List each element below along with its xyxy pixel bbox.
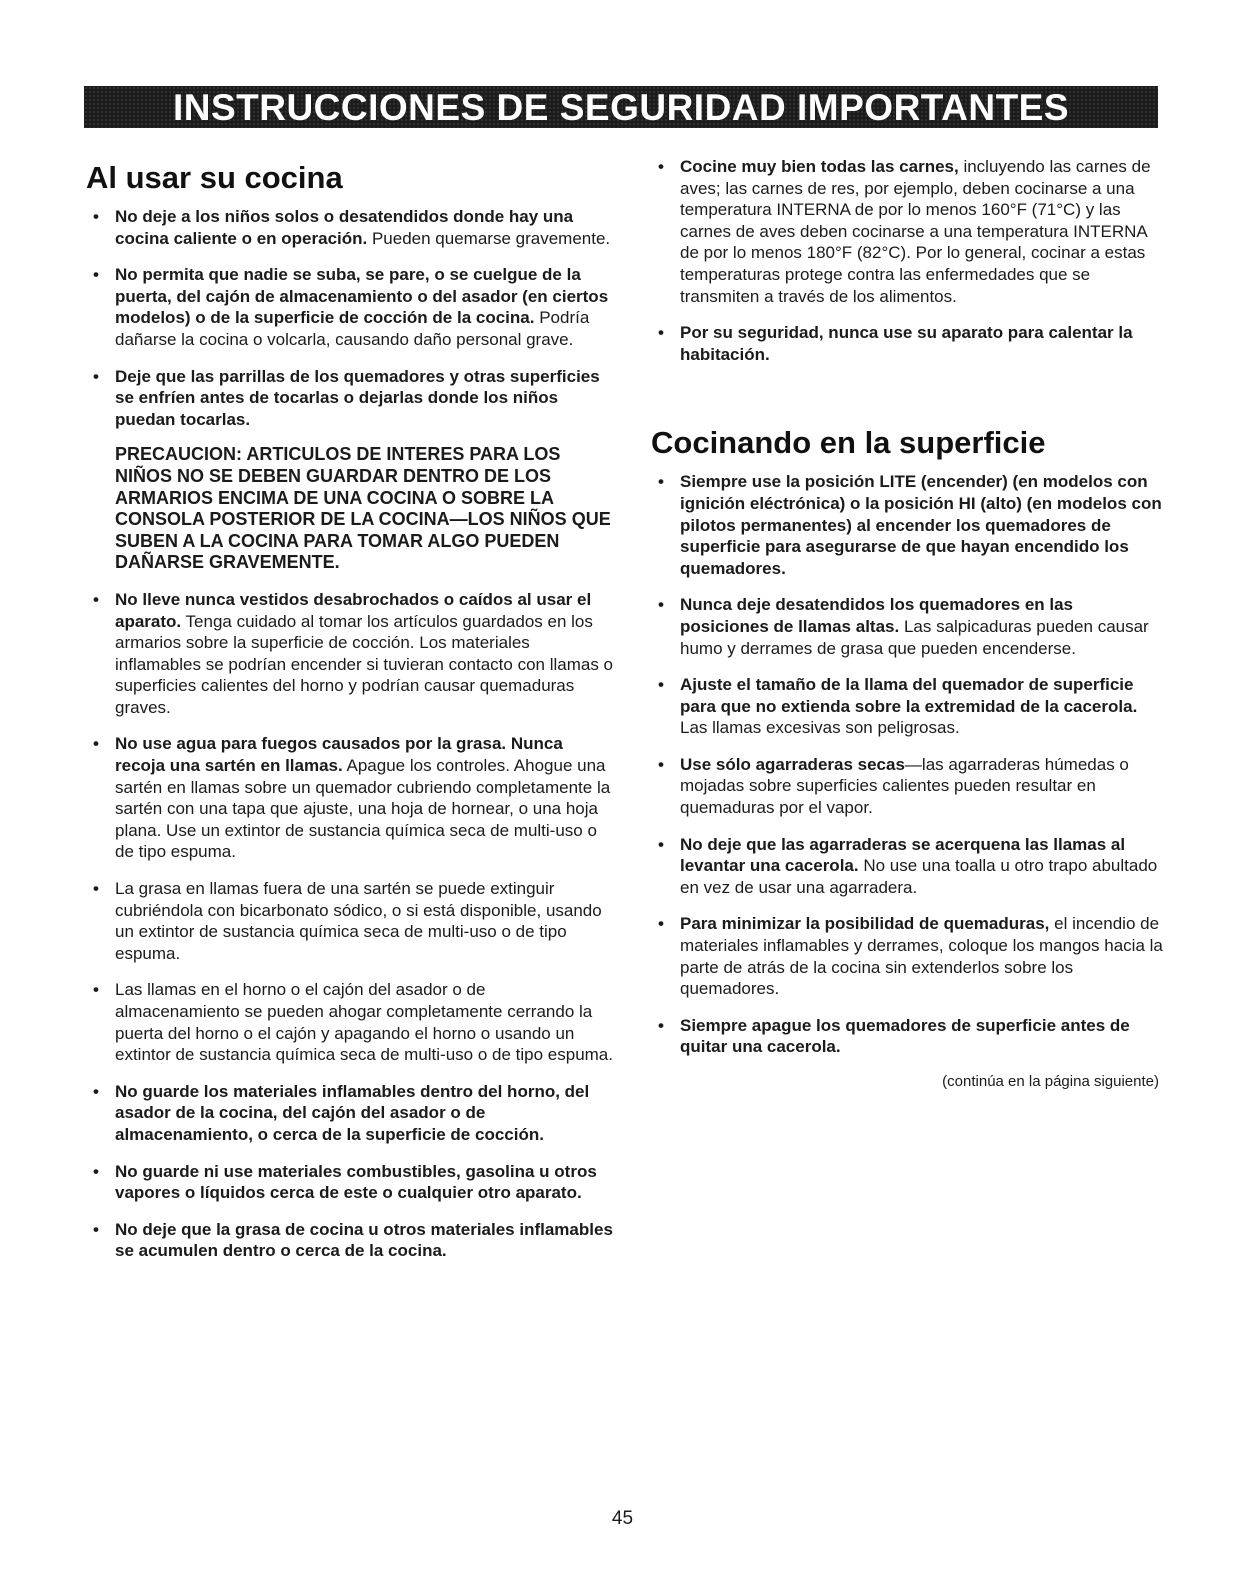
list-item [86, 733, 614, 863]
bullet-icon: • [658, 914, 664, 934]
list-item [651, 156, 1163, 307]
bullet-icon: • [658, 675, 664, 695]
bullet-icon: • [93, 589, 99, 609]
item-text: Las llamas excesivas son peligrosas. [680, 718, 960, 738]
list-item [86, 1081, 614, 1146]
item-bold-text: No use agua para fuegos causados por la grasa. Nunca recoja una sartén en llamas. [115, 734, 563, 776]
item-text: incluyendo las carnes de aves; las carnes de res, por ejemplo, deben cocinarse a una temperatura INTERNA de por lo menos 160°F (71°C) y las carnes de aves deben cocinarse a una temperatura INTERNA de por lo menos 180°F (82°C). Por lo general, cocinar a estas temperaturas protege contra las enfermedades que se transmiten a través de los alimentos. [680, 157, 1151, 306]
bullet-icon: • [93, 879, 99, 899]
list-item [651, 1015, 1163, 1058]
list-item [86, 979, 614, 1065]
right-top-list [651, 156, 1163, 365]
surface-cooking-list [651, 471, 1163, 1058]
item-text: No use una toalla u otro trapo abultado en vez de usar una agarradera. [680, 856, 1158, 897]
bullet-icon: • [658, 834, 664, 854]
list-item [86, 1161, 614, 1204]
item-text: La grasa en llamas fuera de una sartén se puede extinguir cubriéndola con bicarbonato sódico, o si está disponible, usando un extintor de sustancia química seca de multi-uso o de tipo espuma. [115, 879, 602, 963]
item-bold-text: Siempre use la posición LITE (encender) (en modelos con ignición eléctrónica) o la posición HI (alto) (en modelos con pilotos permanentes) al encender los quemadores de superficie para asegurarse de que hayan encendido los quemadores. [680, 472, 1162, 578]
bullet-icon: • [93, 1219, 99, 1239]
left-safety-list [86, 206, 614, 1262]
bullet-icon: • [658, 472, 664, 492]
list-item [86, 264, 614, 350]
list-item [86, 1219, 614, 1262]
item-text: Las llamas en el horno o el cajón del asador o de almacenamiento se pueden ahogar completamente cerrando la puerta del horno o el cajón y apagando el horno o usando un extintor de sustancia química seca de multi-uso o de tipo espuma. [115, 980, 613, 1065]
bullet-icon: • [658, 157, 664, 176]
list-item [86, 366, 614, 574]
item-bold-text: Para minimizar la posibilidad de quemaduras, [680, 914, 1050, 934]
list-item [651, 322, 1163, 365]
item-text: —las agarraderas húmedas o mojadas sobre superficies calientes pueden resultar en quemaduras por el vapor. [680, 754, 1129, 818]
list-item [651, 471, 1163, 579]
item-bold-text: Ajuste el tamaño de la llama del quemador de superficie para que no extienda sobre la extremidad de la cacerola. [680, 675, 1138, 716]
item-bold-text: No lleve nunca vestidos desabrochados o caídos al usar el aparato. [115, 589, 592, 631]
item-bold-text: No deje que las agarraderas se acerquena las llamas al levantar una cacerola. [680, 834, 1126, 876]
bullet-icon: • [658, 754, 664, 774]
item-text: Pueden quemarse gravemente. [367, 228, 611, 248]
list-item [651, 834, 1163, 899]
item-text: el incendio de materiales inflamables y derrames, coloque los mangos hacia la parte de atrás de la cocina sin extenderlos sobre los quemadores. [680, 914, 1163, 999]
header-banner [84, 86, 1158, 128]
caution-notice: PRECAUCION: ARTICULOS DE INTERES PARA LOS NIÑOS NO SE DEBEN GUARDAR DENTRO DE LOS ARMARIOS ENCIMA DE UNA COCINA O SOBRE LA CONSOLA POSTERIOR DE LA COCINA—LOS NIÑOS QUE SUBEN A LA COCINA PARA TOMAR ALGO PUEDEN DAÑARSE GRAVEMENTE. [115, 444, 611, 573]
left-column [86, 160, 614, 1277]
bullet-icon: • [93, 980, 99, 1000]
list-item [651, 754, 1163, 819]
right-column [651, 156, 1163, 1090]
item-bold-text: No permita que nadie se suba, se pare, o se cuelgue de la puerta, del cajón de almacenamiento o del asador (en ciertos modelos) o de la superficie de cocción de la cocina. [115, 265, 609, 328]
bullet-icon: • [658, 595, 664, 615]
item-bold-text: Deje que las parrillas de los quemadores y otras superficies se enfríen antes de tocarlas o dejarlas donde los niños puedan tocarlas. [115, 366, 600, 429]
list-item [651, 913, 1163, 999]
page-number: 45 [611, 1508, 634, 1529]
list-item [86, 206, 614, 249]
item-bold-text: Por su seguridad, nunca use su aparato para calentar la habitación. [680, 323, 1133, 364]
list-item [651, 594, 1163, 659]
item-text: Apague los controles. Ahogue una sartén en llamas sobre un quemador cubriendo completamente la sartén con una tapa que ajuste, una hoja de hornear, o una hoja plana. Use un extintor de sustancia química seca de multi-uso o de tipo espuma. [115, 756, 611, 862]
bullet-icon: • [93, 366, 99, 386]
item-bold-text: Cocine muy bien todas las carnes, [680, 157, 959, 176]
section-heading-surface-cooking: Cocinando en la superficie [651, 425, 1046, 461]
item-bold-text: Use sólo agarraderas secas [680, 754, 905, 774]
item-bold-text: No deje a los niños solos o desatendidos donde hay una cocina caliente o en operación. [115, 207, 574, 248]
bullet-icon: • [658, 323, 664, 343]
item-bold-text: No guarde ni use materiales combustibles, gasolina u otros vapores o líquidos cerca de este o cualquier otro aparato. [115, 1161, 597, 1203]
bullet-icon: • [93, 734, 99, 754]
bullet-icon: • [658, 1015, 664, 1035]
item-bold-text: No deje que la grasa de cocina u otros materiales inflamables se acumulen dentro o cerca de la cocina. [115, 1219, 613, 1261]
item-bold-text: Nunca deje desatendidos los quemadores en las posiciones de llamas altas. [680, 595, 1074, 636]
bullet-icon: • [93, 207, 99, 226]
item-text: Podría dañarse la cocina o volcarla, causando daño personal grave. [115, 308, 590, 349]
banner-title: INSTRUCCIONES DE SEGURIDAD IMPORTANTES [172, 87, 1070, 128]
bullet-icon: • [93, 265, 99, 285]
bullet-icon: • [93, 1081, 99, 1101]
item-bold-text: No guarde los materiales inflamables dentro del horno, del asador de la cocina, del cajón del asador o de almacenamiento, o cerca de la superficie de cocción. [115, 1081, 590, 1144]
bullet-icon: • [93, 1161, 99, 1181]
list-item [651, 674, 1163, 739]
item-text: Tenga cuidado al tomar los artículos guardados en los armarios sobre la superficie de cocción. Los materiales inflamables se podrían encender si tuvieran contacto con llamas o superficies calientes del horno y podrían causar quemaduras graves. [115, 611, 614, 717]
list-item [86, 589, 614, 719]
list-item [86, 878, 614, 964]
item-text: Las salpicaduras pueden causar humo y derrames de grasa que pueden encenderse. [680, 616, 1149, 658]
section-heading-using-range: Al usar su cocina [86, 160, 343, 195]
continued-next-page-note: (continúa en la página siguiente) [942, 1073, 1159, 1090]
item-bold-text: Siempre apague los quemadores de superficie antes de quitar una cacerola. [680, 1015, 1130, 1057]
